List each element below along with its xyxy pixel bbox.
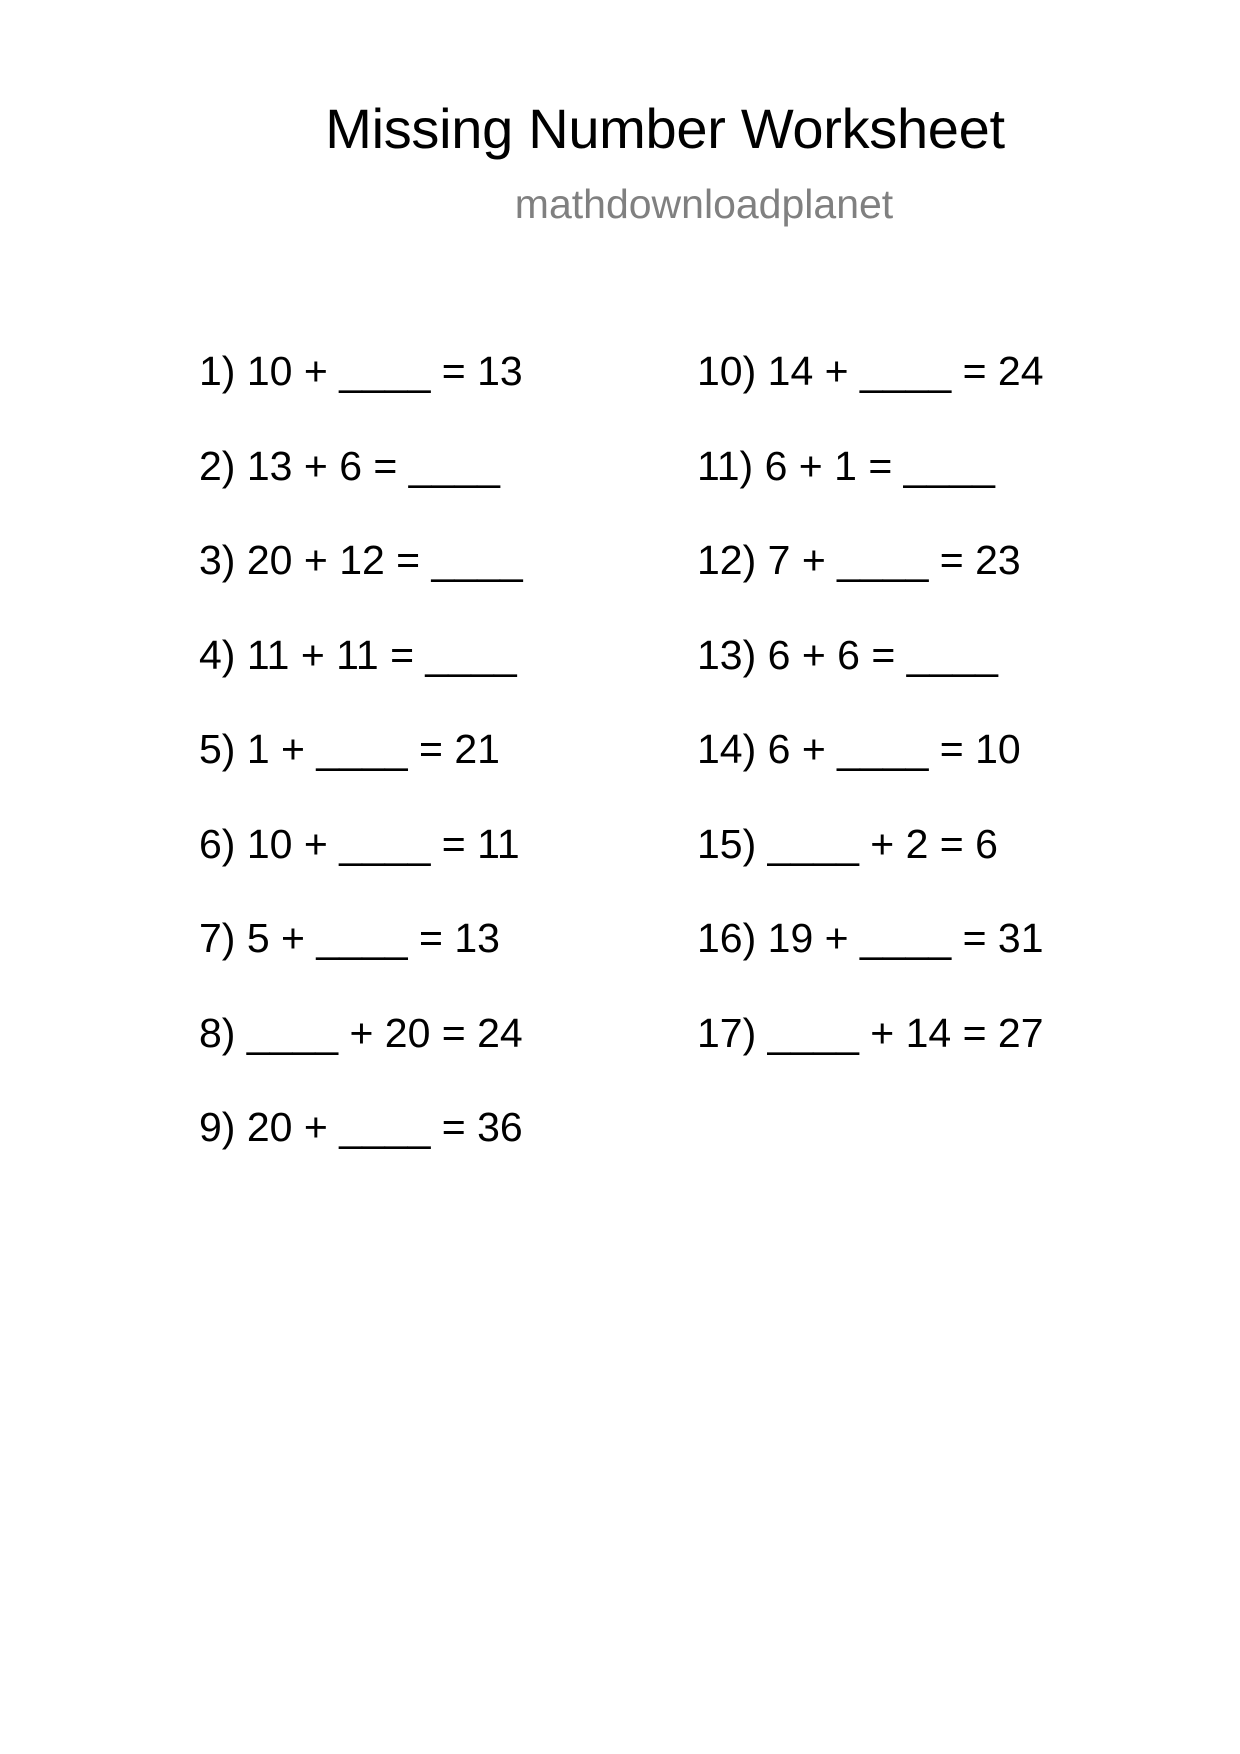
problem-expression: ____ + 14 = 27 (756, 1009, 1044, 1056)
problem-1 (199, 347, 523, 442)
problem-expression: ____ + 20 = 24 (235, 1009, 523, 1056)
problem-number: 4) (199, 631, 236, 678)
problem-expression: 19 + ____ = 31 (756, 915, 1044, 961)
problem-number: 7) (199, 915, 236, 961)
problem-number: 16) (697, 915, 757, 961)
problem-15 (697, 820, 1044, 915)
problem-number: 8) (199, 1009, 236, 1056)
problem-number: 5) (199, 726, 236, 772)
problem-11 (697, 442, 1044, 537)
problem-expression: 5 + ____ = 13 (235, 915, 500, 961)
problem-10 (697, 347, 1044, 442)
problem-number: 15) (697, 820, 757, 867)
problem-number: 2) (199, 442, 236, 489)
problems-left-column (199, 347, 523, 1198)
problem-expression: ____ + 2 = 6 (756, 820, 998, 867)
problem-expression: 6 + 6 = ____ (756, 631, 998, 678)
problem-number: 9) (199, 1104, 236, 1150)
problem-number: 12) (697, 537, 757, 583)
problem-9 (199, 1103, 523, 1198)
problem-expression: 20 + 12 = ____ (235, 537, 523, 583)
problem-4 (199, 631, 523, 726)
problem-number: 3) (199, 537, 236, 583)
problem-expression: 6 + ____ = 10 (756, 726, 1021, 772)
problem-expression: 1 + ____ = 21 (235, 726, 500, 772)
problem-expression: 11 + 11 = ____ (235, 631, 517, 678)
problem-12 (697, 536, 1044, 631)
problem-16 (697, 914, 1044, 1009)
page-title: Missing Number Worksheet (325, 97, 1005, 160)
problem-number: 13) (697, 631, 757, 678)
problem-expression: 14 + ____ = 24 (756, 348, 1044, 394)
problem-number: 17) (697, 1009, 757, 1056)
problem-number: 10) (697, 348, 757, 394)
problem-expression: 10 + ____ = 11 (235, 820, 520, 867)
problem-expression: 10 + ____ = 13 (235, 348, 523, 394)
problem-14 (697, 725, 1044, 820)
page-subtitle: mathdownloadplanet (514, 181, 894, 227)
problem-8 (199, 1009, 523, 1104)
problem-expression: 20 + ____ = 36 (235, 1104, 523, 1150)
problem-2 (199, 442, 523, 537)
problem-number: 11) (697, 442, 754, 489)
problem-number: 14) (697, 726, 757, 772)
problem-number: 6) (199, 820, 236, 867)
problem-expression: 6 + 1 = ____ (753, 442, 995, 489)
problem-number: 1) (199, 348, 236, 394)
problem-3 (199, 536, 523, 631)
problem-17 (697, 1009, 1044, 1104)
problems-right-column (697, 347, 1044, 1103)
problem-6 (199, 820, 523, 915)
problem-expression: 13 + 6 = ____ (235, 442, 500, 489)
problem-5 (199, 725, 523, 820)
problem-7 (199, 914, 523, 1009)
problem-13 (697, 631, 1044, 726)
problem-expression: 7 + ____ = 23 (756, 537, 1021, 583)
